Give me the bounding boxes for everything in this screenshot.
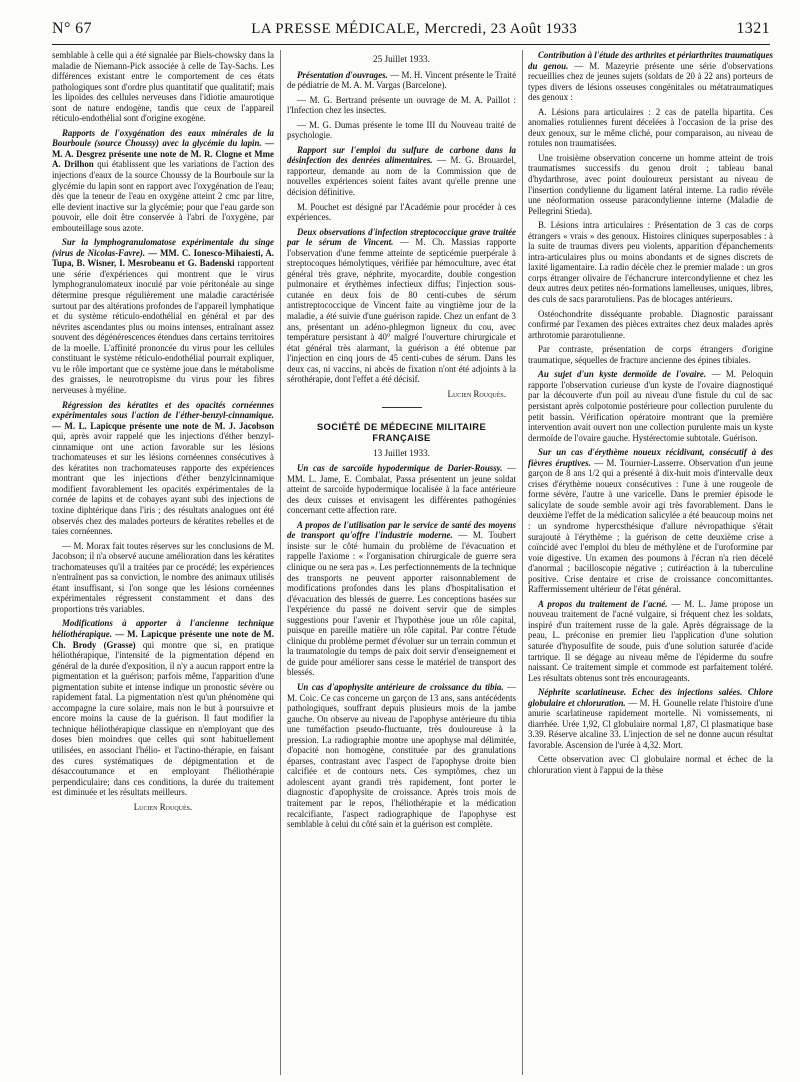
article-ouvrages xyxy=(287,70,516,91)
section-divider xyxy=(382,407,422,408)
column-separator xyxy=(522,50,523,1075)
paragraph: Par contraste, présentation de corps étrangers d'origine traumatique, séquelles de fracture ancienne des épines tibiales. xyxy=(528,344,773,365)
page-header xyxy=(52,20,770,42)
column-separator xyxy=(280,50,281,1075)
article-title: Deux observations d'infection streptococcique grave traitée par le sérum de Vincent. xyxy=(287,226,516,248)
article-title: Modifications à apporter à l'ancienne technique héliothérapique. xyxy=(52,618,274,639)
article-keratites xyxy=(52,400,274,537)
article-text: qui, après avoir rappelé que les injections d'éther benzyl-cinnamique ont une action favorable sur les lésions trachomateuses et sur les lésions cornéennes consécutives à des kératites non trachomateuses rapporte des expériences montrant que les injections d'éther benzylcinnamique modifient favorablement les opacités expérimentales de la cornée de lapins et de cobayes ayant subi des injections de toxine diphtérique dans l'iris ; des résultats analogues ont été observés chez des malades porteurs de kératites rebelles et de taies cornéennes. xyxy=(52,431,274,537)
article-text: — M. Tournier-Lasserre. Observation d'un jeune garçon de 8 ans 1/2 qui a présenté à dix-huit mois d'intervalle deux crises d'érythème noueux consécutives : l'une à une rougeole de forme sévère, l'autre à une varicelle. Dans le premier épisode le salicylate de soude semble avoir agi très favorablement. Dans le deuxième l'effet de la médication salicylée a été beaucoup moins net : un syndrome hypercsthésique d'allure névropathique s'était surajouté à l'érythème ; la guérison de cette deuxième crise a coïncidé avec l'emploi du bleu de méthylène et de l'uroformine par voie digestive. Un examen des poumons à l'écran n'a rien décelé d'anormal ; bacilloscopie négative ; cutiréaction à la tuberculine positive. Crise dentaire et crise de croissance concomittantes. Raffermissement ultérieur de l'état général. xyxy=(528,457,773,595)
article-arthrites xyxy=(528,50,773,103)
article-text: — MM. L. Jame, E. Combalat, Passa présentent un jeune soldat atteint de sarcoïde hypodermique localisée à la face antérieure des deux cuisses et envisagent les différentes pathogénies concernant cette affection rare. xyxy=(287,463,516,516)
article-transport xyxy=(287,520,516,678)
session-date: 13 Juillet 1933. xyxy=(373,447,430,458)
article-erytheme-noueux xyxy=(528,447,773,595)
article-title: Un cas de sarcoïde hypodermique de Darier-Roussy. xyxy=(297,463,503,474)
article-text: — M. L. Jame propose un nouveau traitement de l'acné vulgaire, si fréquent chez les soldats, inspiré d'un traitement russe de la gale. Après dégraissage de la peau, L. préconise en premier lieu l'application d'une solution saturée d'hyposulfite de soude, puis d'une solution saturée d'acide tartrique. Il se dégage au niveau même de l'épiderme du soufre naissant. Ce traitement simple et commode est parfaitement toléré. Les résultats obtenus sont très encourageants. xyxy=(528,598,773,683)
article-oxygenation xyxy=(52,128,274,233)
column-right xyxy=(528,50,773,780)
article-title: A propos du traitement de l'acné. xyxy=(538,598,668,609)
article-authors: — M. Lapicque présente une note de M. Ch. Brody (Grasse) xyxy=(52,628,274,650)
article-authors: — MM. C. Ionesco-Mihaiesti, A. Tupa, B. Wisner, I. Mesrobeanu et G. Badenski xyxy=(52,247,274,269)
paragraph: Cette observation avec Cl globulaire normal et échec de la chloruration vient à l'appui de la thèse xyxy=(528,754,773,775)
article-text: rapportent une série d'expériences qui montrent que le virus lymphogranulomateux inoculé par voie péritonéale au singe détermine presque régulièrement une maladie caractérisée surtout par des altérations profondes de l'appareil lymphatique et du système réticulo-endothélial en général et par des névrites ascendantes plus ou moins intenses, entraînant assez souvent des dégénérescences étendues dans certains territoires de la moelle. L'affinité prononcée du virus pour les cellules constituant le système réticulo-endothélial pourrait expliquer, vu le rôle important que ce système joue dans le métabolisme des graisses, le neurotropisme du virus pour les fibres nerveuses à myéline. xyxy=(52,258,274,395)
paragraph: Une troisième observation concerne un homme atteint de trois traumatismes successifs du genou droit ; tableau banal d'hydarthrose, avec point douloureux persistant au niveau de l'insertion condylienne du ligament latéral interne. La radio révèle une néoformation osseuse paracondylienne interne (Maladie de Pellegrini Stieda). xyxy=(528,152,773,216)
article-title: Rapports de l'oxygénation des eaux minérales de la Bourboule (source Choussy) avec la glycémie du lapin. xyxy=(52,127,274,149)
issue-number: N° 67 xyxy=(52,20,92,37)
article-text: — M. H. Vincent présente le Traité de pédiatrie de M. A. M. Vargas (Barcelone). xyxy=(287,69,516,91)
paragraph: — M. G. Dumas présente le tome III du Nouveau traité de psychologie. xyxy=(287,119,516,141)
article-text: — M. Mazeyrie présente une série d'observations recueillies chez de jeunes sujets (soldats de 20 à 22 ans) porteurs de types divers de lésions osseuses congénitales ou métatraumatiques des genoux : xyxy=(528,60,773,103)
article-acne xyxy=(528,599,773,683)
signature: Lucien Rouquès. xyxy=(447,388,506,399)
article-text: qui établissent que les variations de l'action des injections d'eaux de la source Choussy de la Bourboule sur la glycémie du lapin sont en rapport avec l'oxygénation de l'eau; dès que la teneur de l'eau en oxygène atteint 2 cmc par litre, elle devient inactive sur la glycémie; pour que l'eau garde son pouvoir, elle doit être conservée à l'abri de l'oxygène, par embouteillage sous azote. xyxy=(52,159,274,233)
masthead: LA PRESSE MÉDICALE, Mercredi, 23 Août 1933 xyxy=(251,21,578,37)
article-title: Néphrite scarlatineuse. Echec des injections salées. Chlore globulaire et chloruration. xyxy=(528,687,773,708)
article-apophysite xyxy=(287,682,516,830)
paragraph: M. Pouchet est désigné par l'Académie pour procéder à ces expériences. xyxy=(287,201,516,223)
page-number: 1321 xyxy=(736,20,770,37)
article-sulfure-carbone xyxy=(287,145,516,198)
article-text: — M. G. Brouardel, rapporteur, demande au nom de la Commission que de nouvelles expériences soient faites avant qu'elle prenne une décision définitive. xyxy=(287,155,516,198)
article-text: — M. Ch. Massias rapporte l'observation d'une femme atteinte de septicémie puerpérale à streptocoques hémolytiques, vérifiée par hémoculture, avec état général très grave, néphrite, myocardite, double congestion pulmonaire et érythèmes infectieux diffus; l'injection sous-cutanée en deux fois de 80 centi-cubes de sérum antistreptococcique de Vincent faite au vingtième jour de la maladie, a été suivie d'une guérison rapide. Chez un enfant de 3 ans, présentant un adéno-phlegmon ligneux du cou, avec température persistant à 40° malgré l'ouverture chirurgicale et état général très alarmant, la guérison a été obtenue par l'injection en cinq jours de 45 centi-cubes de sérum. Dans les deux cas, ni vaccins, ni abcès de fixation n'ont été adjoints à la sérothérapie, dont l'effet a été décisif. xyxy=(287,237,516,385)
society-heading: SOCIÉTÉ DE MÉDECINE MILITAIRE FRANÇAISE xyxy=(316,421,487,443)
paragraph: semblable à celle qui a été signalée par Biels-chowsky dans la maladie de Niemann-Pick associée à celle de Tay-Sachs. Les différences existant entre le comportement de ces états pathologiques sont d'ordre plus quantitatif que qualitatif; mais les lipoïdes des cellules nerveuses dans l'idiotie amaurotique sont de nature endogène, tandis que ceux de l'appareil réticulo-endothélial sont d'origine exogène. xyxy=(52,50,274,124)
article-title: Régression des kératites et des opacités cornéennes expérimentales sous l'action de l'éther-benzyl-cinnamique. xyxy=(52,399,274,421)
article-authors: — M. L. Lapicque présente une note de M. J. Jacobson xyxy=(52,420,274,431)
article-text: — M. H. Gounelle relate l'histoire d'une anurie scarlatineuse rapidement mortelle. Ni vomissements, ni diarrhée. Urée 1,92, Cl globulaire normal 1,87, Cl plasmatique base 3.39. Réserve alcaline 33. L'injection de sel ne donne aucun résultat favorable. Ascension de l'urée à 4,32. Mort. xyxy=(528,697,773,750)
article-nephrite xyxy=(528,687,773,750)
article-text: qui montre que si, en pratique héliothérapique, l'intensité de la pigmentation dépend en général de la durée d'exposition, il n'y a aucun rapport entre la pigmentation et la guérison; parfois même, l'apparition d'une pigmentation subite et intense indique un pronostic sévère ou rapidement fatal. La pigmentation n'est qu'un phénomène qui accompagne la cure solaire, mais non le but à poursuivre et encore moins la cause de la guérison. Il faut modifier la technique héliothérapique classique en n'employant que des doses bien moindres que celles qui sont habituellement utilisées, en associant l'hélio- et l'actino-thérapie, en faisant des cures systématiques de dépigmentation et de désaccoutumance et en employant l'héliothérapie perpendiculaire; dans ces conditions, la durée du traitement est diminuée et les résultats meilleurs. xyxy=(52,639,274,798)
column-left xyxy=(52,50,274,818)
article-text: — M. Coic. Ce cas concerne un garçon de 13 ans, sans antécédents pathologiques, souffrant depuis plusieurs mois de la jambe gauche. On observe au niveau de l'apophyse antérieure du tibia une tuméfaction pseudo-fluctuante, très douloureuse à la pression. La radiographie montre une apophyse mal délimitée, d'opacité non homogène, constituée par des granulations éparses, contrastant avec l'aspect de l'apophyse droite bien calcifiée et de contours nets. Ces symptômes, chez un adolescent ayant grandi très rapidement, font porter le diagnostic d'apophysite de croissance. Après trois mois de traitement par le repos, l'héliothérapie et la médication recalcifiante, l'aspect radiographique de l'apophyse est semblable à celui du côté sain et la guérison est complète. xyxy=(287,681,516,830)
article-title: Rapport sur l'emploi du sulfure de carbone dans la désinfection des denrées alimentaires. xyxy=(287,144,516,166)
column-middle xyxy=(287,50,516,834)
article-title: Sur la lymphogranulomatose expérimentale du singe (virus de Nicolas-Favre). xyxy=(52,237,274,258)
session-date: 25 Juillet 1933. xyxy=(373,54,430,64)
paragraph: — M. G. Bertrand présente un ouvrage de M. A. Paillot : l'Infection chez les insectes. xyxy=(287,94,516,116)
header-rule xyxy=(52,44,770,45)
article-heliotherapie xyxy=(52,618,274,797)
article-lymphogranulomatose xyxy=(52,237,274,395)
article-streptococcique xyxy=(287,227,516,385)
article-title: Au sujet d'un kyste dermoïde de l'ovaire. xyxy=(538,369,707,380)
article-kyste-dermoide xyxy=(528,369,773,443)
article-title: Contribution à l'étude des arthrites et périarthrites traumatiques du genou. xyxy=(528,50,773,71)
article-title: Un cas d'apophysite antérieure de croissance du tibia. xyxy=(297,681,504,692)
article-authors: — M. A. Desgrez présente une note de M. R. Clogne et Mme A. Drilhon xyxy=(52,138,274,170)
paragraph: Ostéochondrite disséquante probable. Diagnostic paraissant confirmé par l'examen des pièces extraites chez deux malades après arthrotomie pararotulienne. xyxy=(528,308,773,340)
signature: Lucien Rouquès. xyxy=(133,801,193,812)
paragraph: A. Lésions para articulaires : 2 cas de patella bipartita. Ces anomalies rotuliennes furent décelées à l'occasion de la prise des deux genoux, sur le même cliché, pour comparaison, au niveau de rotules non traumatisées. xyxy=(528,106,773,149)
article-text: — M. Toubert insiste sur le côté humain du problème de l'évacuation et rappelle l'axiome : « l'organisation chirurgicale de guerre sera clinique ou ne sera pas ». Les perfectionnements de la technique des transports ne peuvent apporter raisonnablement de modifications profondes dans les plans d'hospitalisation et d'évacuation des blessés de guerre. Les conceptions basées sur l'expérience du passé ne doivent servir que de simples suggestions pour l'avenir et l'hypothèse joue un rôle capital, puisque en pareille matière un rôle capital. Par contre l'étude clinique du problème permet d'évoluer sur un terrain commun et la traumatologie du temps de paix doit servir d'enseignement et de guide pour améliorer sans cesse le matériel de transport des blessés. xyxy=(287,530,516,678)
article-text: — M. Peloquin rapporte l'observation curieuse d'un kyste de l'ovaire diagnostiqué par la découverte d'un poil au niveau d'une fistule du cul de sac persistant après colpotomie postérieure pour collection purulente du petit bassin. Vérification opératoire montrant que la première intervention avait ouvert non une collection purulente mais un kyste dermoïde de l'ovaire gauche. Hystérectomie subtotale. Guérison. xyxy=(528,369,773,443)
article-title: A propos de l'utilisation par le service de santé des moyens de transport qu'offre l'industrie moderne. xyxy=(287,519,516,541)
article-title: Présentation d'ouvrages. xyxy=(297,69,388,80)
paragraph: B. Lésions intra articulaires : Présentation de 3 cas de corps étrangers « vrais » des genoux. Histoires cliniques superposables : à la suite de traumas divers peu violents, apparition d'épanchements intra-articulaires plus ou moins abondants et de signes discrets de laxité ligamentaire. La radio décèle chez le premier malade : un gros corps étranger olivaire de l'échancrure intercondylienne et chez les deux autres deux petites néo-formations lamelleuses, uniques, libres, des culs de sacs pararotuliens. Pas de blocages antérieurs. xyxy=(528,220,773,305)
discussion-morax: — M. Morax fait toutes réserves sur les conclusions de M. Jacobson; il n'a observé aucune amélioration dans les kératites trachomateuses qu'il a traitées par ce procédé; les expériences n'entraînent pas sa conviction, le nombre des animaux utilisés étant insuffisant, si l'on songe que les lésions cornéennes expérimentales régressent constamment et dans des proportions très variables. xyxy=(52,540,274,614)
article-sarcoide xyxy=(287,463,516,516)
article-title: Sur un cas d'érythème noueux récidivant, consécutif à des fièvres éruptives. xyxy=(528,447,773,468)
